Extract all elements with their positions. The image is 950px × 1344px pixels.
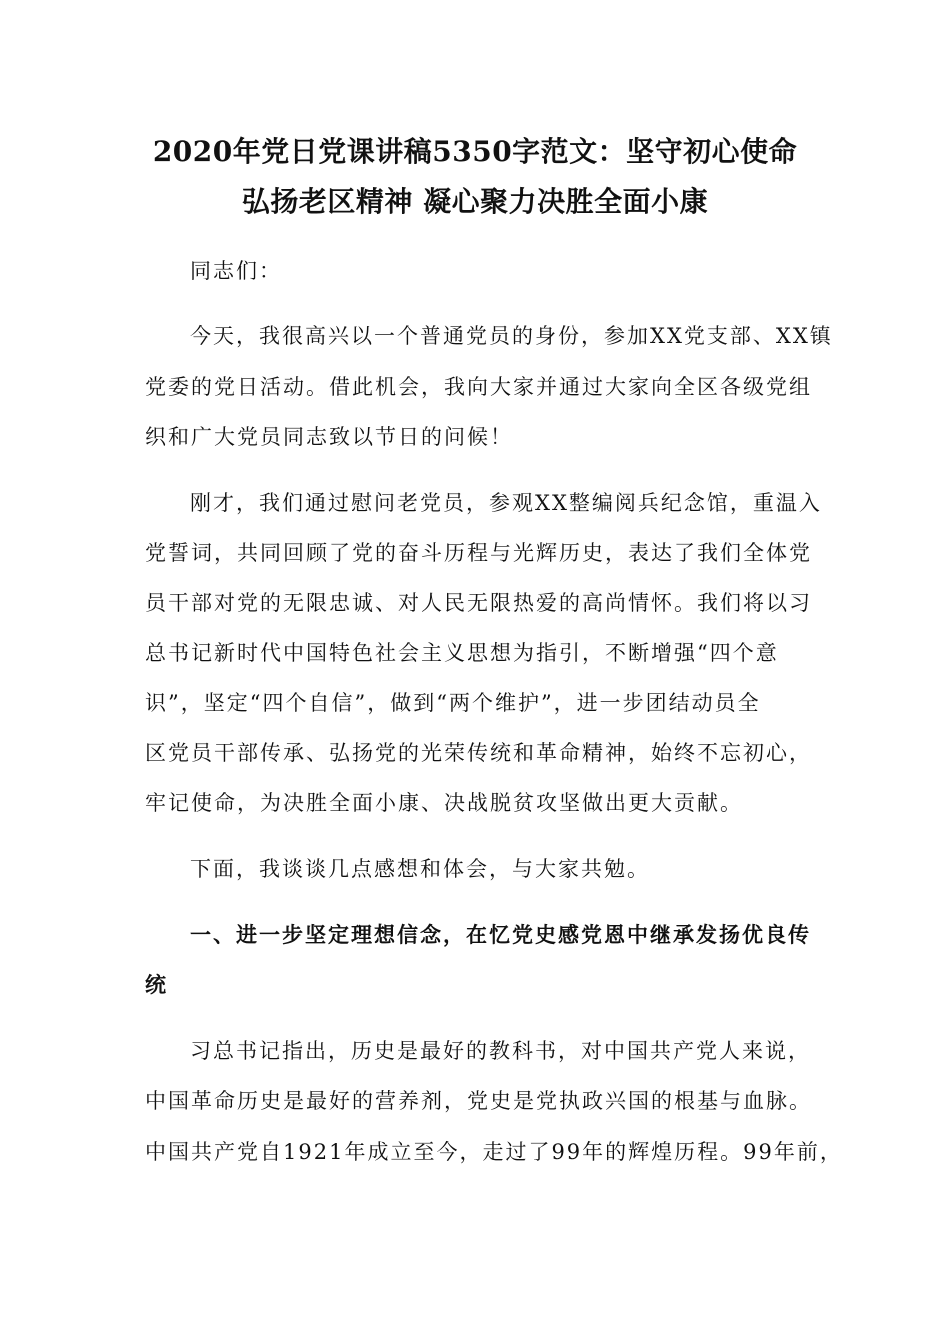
paragraph-2-line-1: 刚才，我们通过慰问老党员，参观XX整编阅兵纪念馆，重温入 <box>190 491 822 515</box>
section-heading-line-2: 统 <box>145 972 168 997</box>
paragraph-4-line-2: 中国革命历史是最好的营养剂，党史是党执政兴国的根基与血脉。 <box>145 1089 812 1113</box>
section-heading-line-1: 一、进一步坚定理想信念，在忆党史感党恩中继承发扬优良传 <box>190 922 811 947</box>
paragraph-4-line-3: 中国共产党自1921年成立至今，走过了99年的辉煌历程。99年前， <box>145 1140 843 1164</box>
paragraph-2-line-7: 牢记使命，为决胜全面小康、决战脱贫攻坚做出更大贡献。 <box>145 791 743 815</box>
paragraph-2-line-3: 员干部对党的无限忠诚、对人民无限热爱的高尚情怀。我们将以习 <box>145 591 812 615</box>
paragraph-3-line-1: 下面，我谈谈几点感想和体会，与大家共勉。 <box>190 857 650 881</box>
document-title-line-2: 弘扬老区精神 凝心聚力决胜全面小康 <box>241 185 709 218</box>
paragraph-1-line-3: 织和广大党员同志致以节日的问候！ <box>145 425 513 449</box>
salutation: 同志们： <box>190 259 282 283</box>
paragraph-2-line-6: 区党员干部传承、弘扬党的光荣传统和革命精神，始终不忘初心， <box>145 741 812 765</box>
paragraph-1-line-1: 今天，我很高兴以一个普通党员的身份，参加XX党支部、XX镇 <box>190 324 833 348</box>
document-title-line-1: 2020年党日党课讲稿5350字范文：坚守初心使命 <box>152 135 798 168</box>
paragraph-2-line-5: 识”，坚定“四个自信”，做到“两个维护”，进一步团结动员全 <box>145 691 761 715</box>
paragraph-2-line-2: 党誓词，共同回顾了党的奋斗历程与光辉历史，表达了我们全体党 <box>145 541 812 565</box>
paragraph-4-line-1: 习总书记指出，历史是最好的教科书，对中国共产党人来说， <box>190 1039 811 1063</box>
paragraph-1-line-2: 党委的党日活动。借此机会，我向大家并通过大家向全区各级党组 <box>145 375 812 399</box>
paragraph-2-line-4: 总书记新时代中国特色社会主义思想为指引，不断增强“四个意 <box>145 641 779 665</box>
